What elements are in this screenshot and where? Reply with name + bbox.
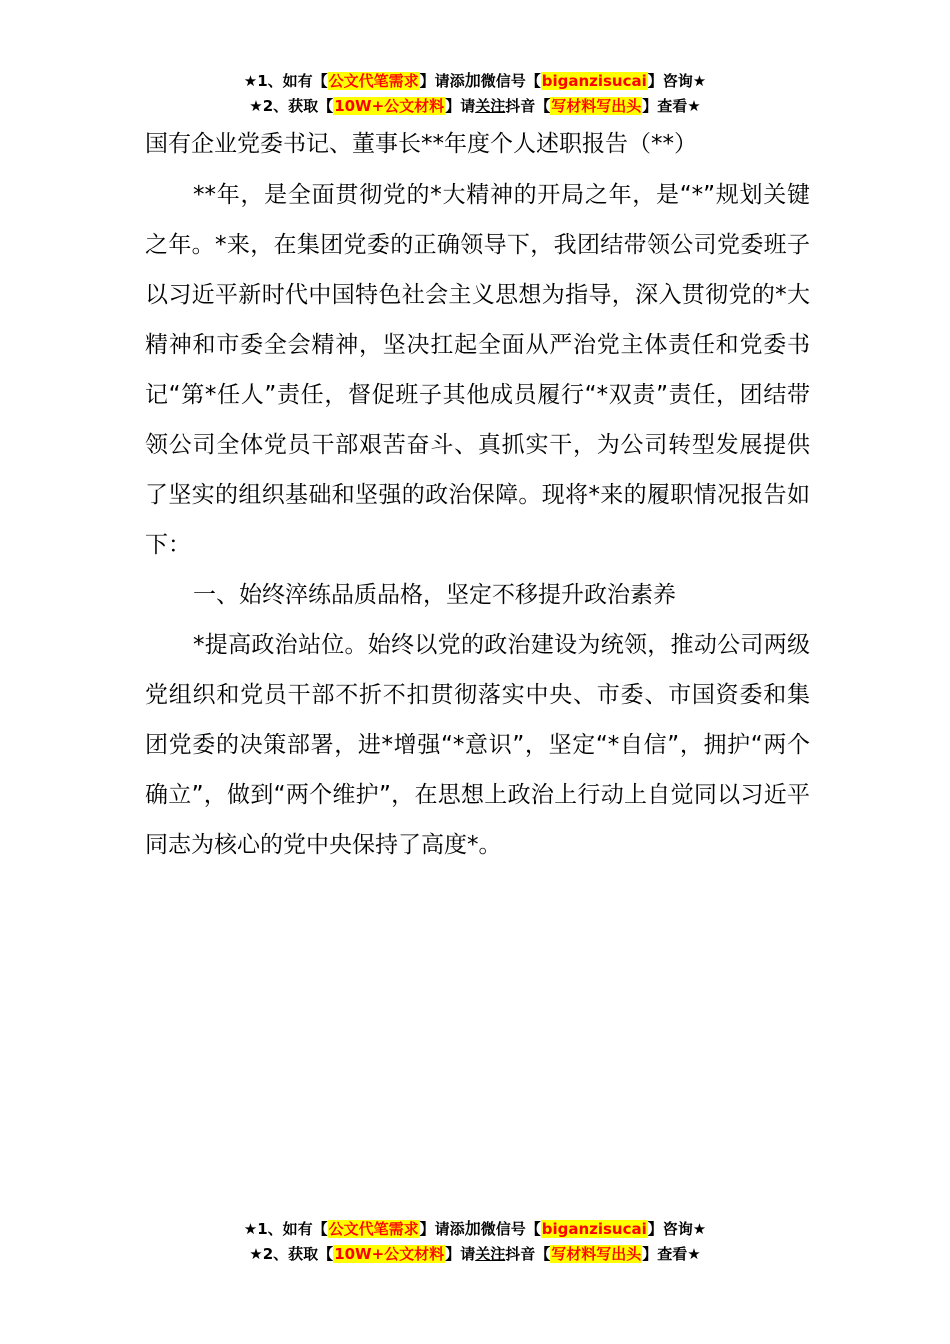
- banner-text: 】咨询★: [647, 1220, 707, 1238]
- banner-text: 】查看★: [642, 1245, 701, 1263]
- banner-text: 】请添: [419, 72, 465, 90]
- highlight-wechat-id: biganzisucai: [541, 1220, 647, 1238]
- banner-line-2: [0, 94, 950, 119]
- banner-text: 关注: [475, 97, 506, 115]
- banner-line-1: [0, 1216, 950, 1242]
- paragraph-body: *提高政治站位。始终以党的政治建设为统领，推动公司两级党组织和党员干部不折不扣贯彻落实中央、市委、市国资委和集团党委的决策部署，进*增强“*意识”，坚定“*自信”，拥护“两个确立”，做到“两个维护”，在思想上政治上行动上自觉同以习近平同志为核心的党中央保持了高度*。: [145, 632, 810, 858]
- banner-text: 】咨询★: [647, 72, 707, 90]
- highlight-wechat-id: biganzisucai: [541, 72, 647, 90]
- banner-text: ★2、获取【: [249, 1245, 334, 1263]
- banner-text: 】请: [445, 1245, 476, 1263]
- highlight-materials: 10W+公文材料: [334, 97, 445, 115]
- banner-text: ★2、获取【: [249, 97, 334, 115]
- banner-text: 加: [464, 71, 481, 90]
- banner-line-2: [0, 1242, 950, 1267]
- document-title: 国有企业党委书记、董事长**年度个人述职报告（**）: [145, 131, 697, 157]
- highlight-douyin: 写材料写出头: [551, 97, 642, 115]
- header-banner: [0, 68, 950, 119]
- highlight-service: 公文代笔需求: [328, 1220, 419, 1238]
- banner-text: 微信号【: [480, 1220, 541, 1238]
- banner-text: ★1、如有【: [243, 1220, 328, 1238]
- banner-text: 关注: [475, 1245, 506, 1263]
- banner-text: 】查看★: [642, 97, 701, 115]
- paragraph-intro: **年，是全面贯彻党的*大精神的开局之年，是“*”规划关键之年。*来，在集团党委的正确领导下，我团结带领公司党委班子以习近平新时代中国特色社会主义思想为指导，深入贯彻党的*大精神和市委全会精神，坚决扛起全面从严治党主体责任和党委书记“第*任人”责任，督促班子其他成员履行“*双责”责任，团结带领公司全体党员干部艰苦奋斗、真抓实干，为公司转型发展提供了坚实的组织基础和坚强的政治保障。现将*来的履职情况报告如下：: [145, 182, 810, 558]
- banner-text: 】请: [445, 97, 476, 115]
- banner-text: 微信号【: [480, 72, 541, 90]
- section-heading: 一、始终淬练品质品格，坚定不移提升政治素养: [193, 582, 676, 608]
- highlight-materials: 10W+公文材料: [334, 1245, 445, 1263]
- banner-text: 】请添: [419, 1220, 465, 1238]
- banner-text: 抖音【: [505, 97, 551, 115]
- banner-text: 抖音【: [505, 1245, 551, 1263]
- banner-text: 加: [464, 1219, 481, 1238]
- banner-line-1: [0, 68, 950, 94]
- banner-text: ★1、如有【: [243, 72, 328, 90]
- footer-banner: [0, 1216, 950, 1267]
- highlight-service: 公文代笔需求: [328, 72, 419, 90]
- highlight-douyin: 写材料写出头: [551, 1245, 642, 1263]
